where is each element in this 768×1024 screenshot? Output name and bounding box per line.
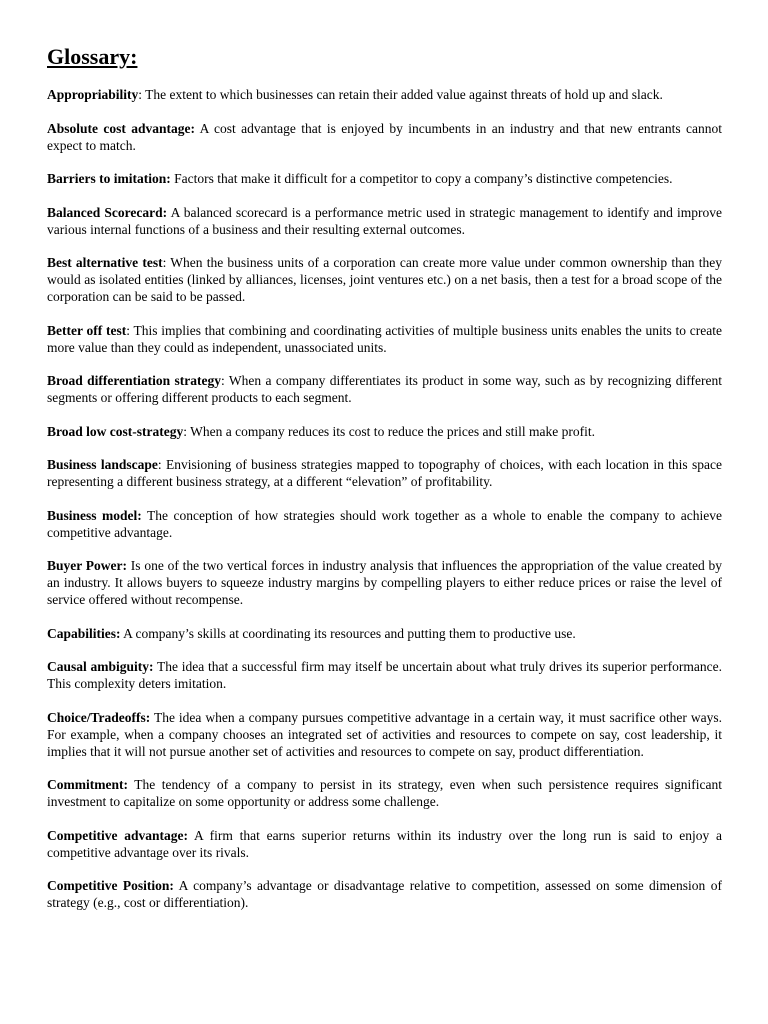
glossary-entry — [47, 170, 722, 187]
term-separator: : — [138, 87, 146, 102]
glossary-term: Competitive advantage: — [47, 827, 188, 843]
glossary-definition: This implies that combining and coordinating activities of multiple business units enables the units to create more value than they could as independent, unassociated units. — [47, 322, 722, 355]
term-separator: : — [221, 373, 229, 388]
term-separator: : — [162, 255, 171, 270]
glossary-entry — [47, 86, 722, 103]
glossary-term: Best alternative test — [47, 255, 163, 270]
glossary-term: Commitment: — [47, 777, 128, 792]
glossary-definition: A cost advantage that is enjoyed by incumbents in an industry and that new entrants cannot expect to match. — [47, 120, 722, 153]
glossary-entry — [47, 372, 722, 406]
glossary-term: Barriers to imitation: — [47, 171, 171, 186]
glossary-definition: Envisioning of business strategies mapped to topography of choices, with each location in this space representing a different business strategy, at a different “elevation” of profitability. — [47, 457, 722, 489]
glossary-entry — [47, 557, 722, 608]
glossary-entry — [47, 827, 722, 861]
glossary-term: Broad differentiation strategy — [47, 373, 221, 388]
glossary-definition: The conception of how strategies should work together as a whole to enable the company to achieve competitive advantage. — [47, 507, 722, 540]
glossary-entry — [47, 776, 722, 810]
glossary-term: Competitive Position: — [47, 878, 174, 893]
glossary-entry — [47, 658, 722, 692]
glossary-list — [47, 86, 722, 911]
glossary-entry — [47, 877, 722, 911]
glossary-term: Appropriability — [47, 87, 139, 102]
term-separator: : — [126, 322, 134, 338]
glossary-entry — [47, 507, 722, 541]
glossary-entry — [47, 423, 722, 440]
glossary-term: Better off test — [47, 322, 127, 338]
glossary-definition: A company’s skills at coordinating its resources and putting them to productive use. — [123, 625, 576, 641]
glossary-definition: Factors that make it difficult for a competitor to copy a company’s distinctive competencies. — [174, 171, 673, 186]
glossary-definition: The tendency of a company to persist in its strategy, even when such persistence requires significant investment to capitalize on some opportunity or address some challenge. — [47, 777, 722, 809]
glossary-entry — [47, 204, 722, 238]
glossary-entry — [47, 254, 722, 305]
term-separator: : — [157, 457, 166, 472]
glossary-term: Business landscape — [47, 457, 158, 472]
glossary-term: Business model: — [47, 507, 142, 523]
term-separator: : — [183, 423, 191, 439]
glossary-term: Broad low cost-strategy — [47, 423, 184, 439]
glossary-definition: When the business units of a corporation can create more value under common ownership than they would as isolated entities (linked by alliances, licenses, joint ventures etc.) on a net basis, then a test for a broad scope of the corporation can be said to be passed. — [47, 255, 722, 304]
glossary-definition: A company’s advantage or disadvantage relative to competition, assessed on some dimension of strategy (e.g., cost or differentiation). — [47, 878, 722, 910]
glossary-entry — [47, 709, 722, 760]
glossary-term: Capabilities: — [47, 625, 121, 641]
glossary-term: Causal ambiguity: — [47, 659, 154, 674]
glossary-definition: The extent to which businesses can retain their added value against threats of hold up and slack. — [145, 87, 663, 102]
glossary-entry — [47, 625, 722, 642]
glossary-entry — [47, 456, 722, 490]
glossary-term: Buyer Power: — [47, 558, 128, 573]
glossary-definition: A firm that earns superior returns within its industry over the long run is said to enjoy a competitive advantage over its rivals. — [47, 827, 723, 860]
page-title: Glossary: — [47, 44, 138, 69]
glossary-definition: A balanced scorecard is a performance metric used in strategic management to identify and improve various internal functions of a business and their resulting external outcomes. — [47, 204, 722, 237]
glossary-term: Choice/Tradeoffs: — [47, 709, 151, 725]
glossary-entry — [47, 120, 722, 154]
glossary-definition: Is one of the two vertical forces in industry analysis that influences the appropriation of the value created by an industry. It allows buyers to squeeze industry margins by compelling players to either reduce prices or raise the level of service offered without recompense. — [47, 558, 723, 607]
glossary-definition: When a company reduces its cost to reduce the prices and still make profit. — [190, 423, 595, 439]
glossary-term: Absolute cost advantage: — [47, 120, 196, 136]
glossary-definition: The idea that a successful firm may itself be uncertain about what truly drives its superior performance. This complexity deters imitation. — [47, 659, 722, 691]
glossary-definition: The idea when a company pursues competitive advantage in a certain way, it must sacrifice other ways. For example, when a company chooses an integrated set of activities and resources to compete on say, cost leadership, it implies that it will not pursue another set of activities and resources to compete on say, product differentiation. — [47, 709, 722, 759]
glossary-definition: When a company differentiates its product in some way, such as by recognizing different segments or offering different products to each segment. — [47, 373, 722, 405]
glossary-term: Balanced Scorecard: — [47, 204, 168, 220]
glossary-entry — [47, 322, 722, 356]
